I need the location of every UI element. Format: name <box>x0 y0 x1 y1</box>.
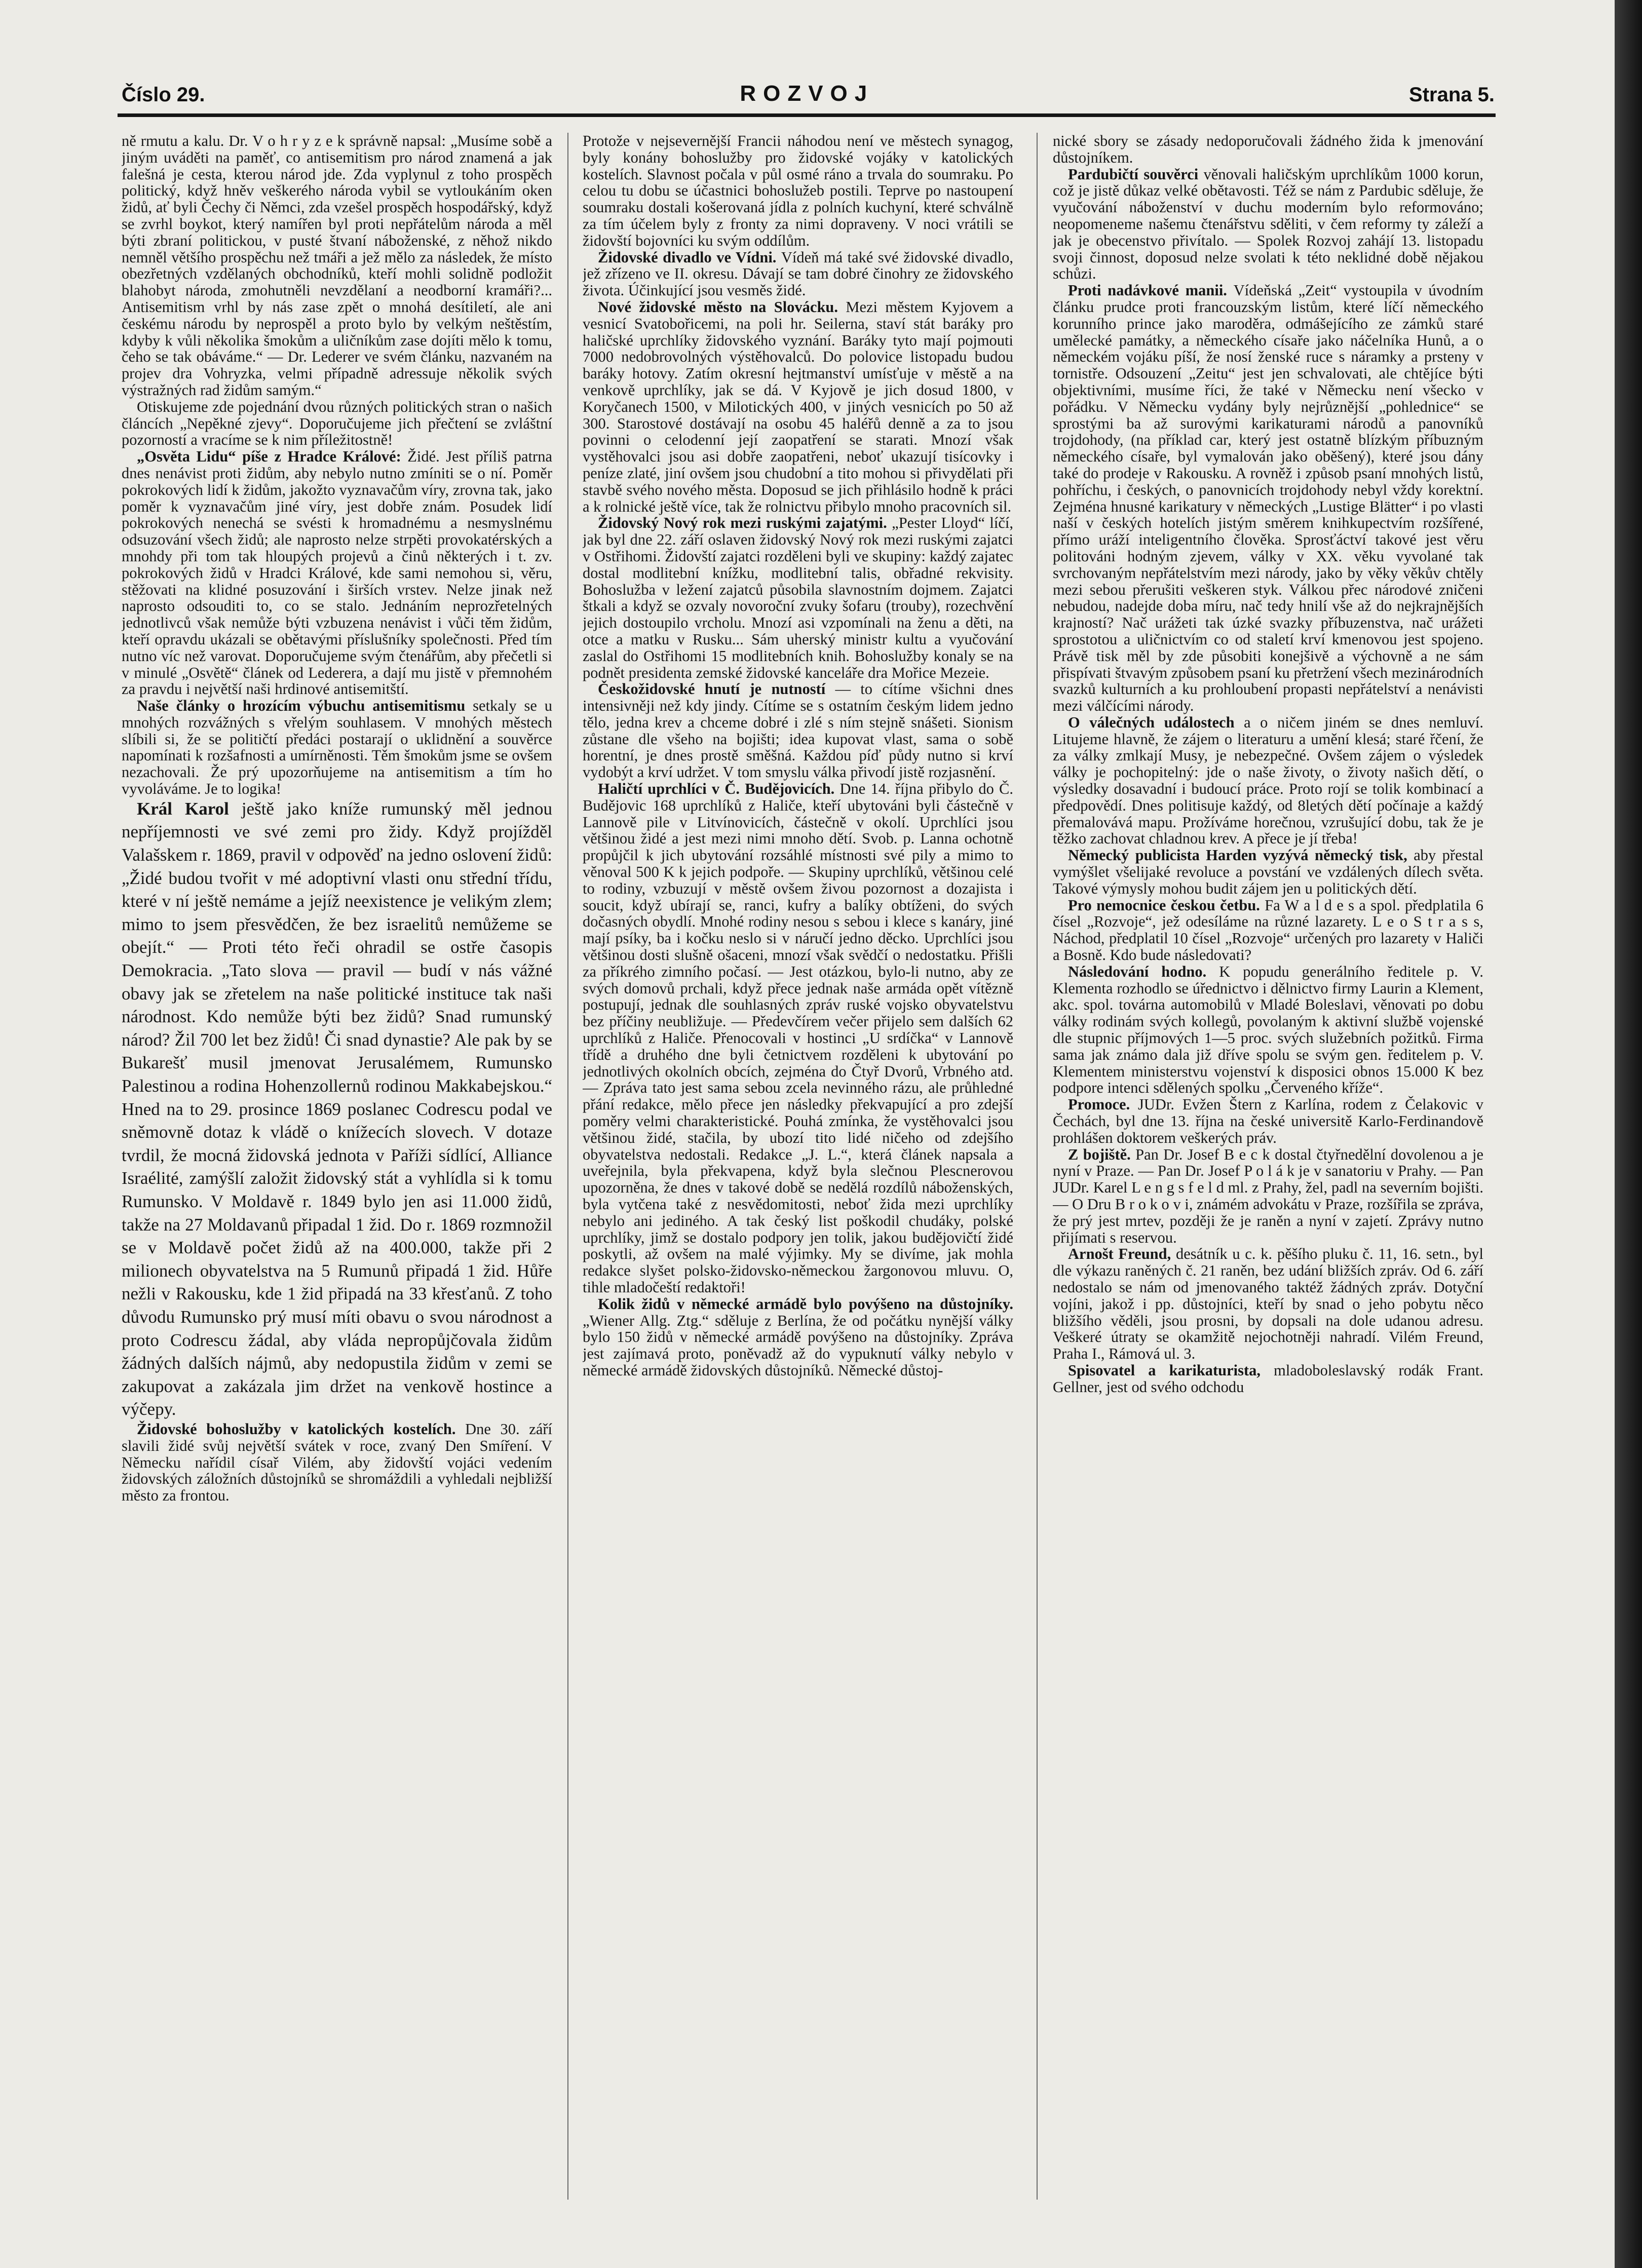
article-paragraph <box>583 249 1013 299</box>
article-text: K popudu generálního ředitele p. V. Klementa rozhodlo se úřednictvo i dělnictvo firmy Laurin a Klement, akc. spol. továrna automobilů v Mladé Boleslavi, věnovati po dobu války rodinám svých kollegů, povolaným k aktivní službě vojenské dle stupnic příjmových 1—5 proc. svých služebních požitků. Firma sama jak známo dala již dříve spolu se svým gen. ředitelem p. V. Klementem ministerstvu vojenství k disposici obnos 15.000 K bez podpore intenci sdělených spolku „Červeného kříže“. <box>1053 963 1483 1097</box>
article-paragraph <box>1053 897 1483 964</box>
article-heading: Promoce. <box>1068 1096 1138 1113</box>
column-2 <box>583 133 1013 2205</box>
scan-edge <box>1615 0 1642 2268</box>
article-text: Protože v nejsevernější Francii náhodou není ve městech synagog, byly konány bohoslužby pro židovské vojáky v katolických kostelích. Slavnost počala v půl osmé ráno a trvala do soumraku. Po celou tu dobu se účastnici bohoslužeb postili. Teprve po nastoupení soumraku dostali košerovaná jídla z polních kuchyní, které schválně za tím účelem byly z fronty za nimi dopraveny. V noci vrátili se židovští bojovníci ku svým oddílům. <box>583 133 1013 249</box>
article-paragraph <box>1053 964 1483 1096</box>
article-text: Dne 14. října přibylo do Č. Budějovic 168 uprchlíků z Haliče, kteří ubytováni byli částečně v Lannově pile v Litvínovicích, částečně v okolí. Uprchlíci jsou většinou židé a jest mezi nimi mnoho dětí. Svob. p. Lanna ochotně propůjčil k jich ubytování rozsáhlé místnosti své pily a mimo to věnoval 500 K k jejich podpoře. — Skupiny uprchlíků, většinou celé to rodiny, vzbuzují v městě ovšem živou pozornost a dozajista i soucit, když ubírají se, ranci, kufry a balíky obtíženi, do svých dočasných obydlí. Mnohé rodiny nesou s sebou i klece s kanáry, jiné mají psíky, ba i kočku neslo si v náručí jedno děcko. Uprchlíci jsou většinou dosti slušně ošaceni, mnozí však svědčí o nedostatku. Přišli za příkrého zimního počasí. — Jest otázkou, bylo-li nutno, aby ze svých domovů prchali, když přece jednak naše armáda opět vítězně postupují, jednak dle souhlasných zpráv ruské vojsko obyvatelstvu bez příčiny neubližuje. — Předevčírem večer přijelo sem dalších 62 uprchlíků z Haliče. Přenocovali v hostinci „U srdíčka“ v Lannově třídě a druhého dne byli četnictvem rozděleni k ubytování po jednotlivých okolních obcích, zejména do Čtyř Dvorů, Vrbného atd. — Zpráva tato jest sama sebou zcela nevinného rázu, ale průhledné přání redakce, mělo přece jen následky překvapující a pro zdejší poměry velmi charakteristické. Pouhá zmínka, že vystěhovalci jsou většinou židé, stačila, by ubozí tito lidé ničeho od zdejšího obyvatelstva nedostali. Redakce „J. L.“, která článek napsala a uveřejnila, byla překvapena, když byla slečnou Plescnerovou upozorněna, že dnes v takové době se nedělá rozdílů náboženských, byla vytčena také z nesvědomitosti, neboť žida mezi uprchlíky nebylo ani jediného. A tak český list poškodil chudáky, polské uprchlíky, jimž se dostalo podpory jen tolik, jakou budějovičtí židé poskytli, až ovšem na malé výjimky. My se divíme, jak mohla redakce slyšet polsko-židovsko-německou žargonovou mluvu. O, tihle mladočeští redaktoři! <box>583 780 1013 1296</box>
article-paragraph <box>1053 282 1483 714</box>
article-heading: Židovské divadlo ve Vídni. <box>598 248 781 266</box>
article-heading: Naše články o hrozícím výbuchu antisemitismu <box>137 697 473 715</box>
column-3 <box>1053 133 1483 2205</box>
article-heading: Proti nadávkové manii. <box>1068 282 1234 299</box>
article-text: Pan Dr. Josef B e c k dostal čtyřnedělní dovolenou a je nyní v Praze. — Pan Dr. Josef P o l á k je v sanatoriu v Prahy. — Pan JUDr. Karel L e n g s f e l d ml. z Prahy, žel, padl na severním bojišti. — O Dru B r o k o v i, známém advokátu v Praze, rozšířila se zpráva, že prý jest mrtev, později že je raněn a nyní v zajetí. Zprávy nutno přijímati s reservou. <box>1053 1145 1483 1246</box>
article-paragraph <box>122 1421 552 1504</box>
article-paragraph <box>583 1296 1013 1379</box>
page-number: Strana 5. <box>1409 84 1495 106</box>
masthead-title: ROZVOJ <box>740 81 874 106</box>
article-text: Židé. Jest příliš patrna dnes nenávist proti židům, aby nebylo nutno zmíniti se o ní. Poměr pokrokových lidí k židům, jakožto vyznavačům víry, zrovna tak, jako poměr k vyznavačům jiné víry, jest dobře znám. Posudek lidí pokrokových nenechá se svésti k hromadnému a nesmyslnému odsuzování všech židů; ale naprosto nelze strpěti provokatérských a mnohdy při tom tak hloupých projevů a činů některých i t. zv. pokrokových židů v Hradci Králové, kde sami nemohou si, věru, stěžovati na klidné posuzování i širších vrstev. Nelze jinak než naprosto odsouditi to, co se stalo. Jednáním neprozřetelných jednotlivců však nemůže býti vzbuzena nenávist i vůči těm židům, kteří opravdu ukázali se obětavými příslušníky společnosti. Před tím nutno víc než varovat. Doporučujeme svým čtenářům, aby přečetli si v minulé „Osvětě“ článek od Lederera, a dají mu jistě v přemnohém za pravdu i největší naši hrdinové antisemitští. <box>122 448 552 698</box>
article-paragraph <box>1053 714 1483 847</box>
article-text: aby přestal vymýšlet všelijaké revoluce a povstání ve vzdálených dílech světa. Takové výmysly mohou budit zájem jen u politických dětí. <box>1053 847 1483 897</box>
article-text: Vídeň má také své židovské divadlo, jež zřízeno ve II. okresu. Dávají se tam dobré činohry ze židovského života. Účinkující jsou vesměs židé. <box>583 248 1013 299</box>
article-text: setkaly se u mnohých rozvážných s vřelým souhlasem. V mnohých městech slíbili si, že se političtí předáci postarají o uklidnění a souvěrce napomínati k rozšafnosti a umírněnosti. Těm šmokům jsme se ovšem nezachovali. Že prý upozorňujeme na antisemitism a tím ho vyvoláváme. Je to logika! <box>122 697 552 798</box>
article-text: nické sbory se zásady nedoporučovali žádného žida k jmenování důstojníkem. <box>1053 133 1483 166</box>
article-heading: Z bojiště. <box>1068 1145 1136 1163</box>
article-heading: Haličtí uprchlíci v Č. Budějovicích. <box>598 780 840 798</box>
article-paragraph <box>583 515 1013 681</box>
article-text: „Wiener Allg. Ztg.“ sděluje z Berlína, že od počátku nynější války bylo 150 židů v německé armádě povýšeno na důstojníky. Zpráva jest zajímavá proto, poněvadž až do vypuknutí války nebylo v německé armádě židovských důstojníků. Německé důstoj- <box>583 1312 1013 1379</box>
article-text: a o ničem jiném se dnes nemluví. Litujeme hlavně, že zájem o literaturu a umění klesá; staré řčení, že za války zmlkají Musy, je nebezpečné. Ovšem zájem o výsledek války je pochopitelný: jde o naše životy, o životy našich dětí, o výsledky dosavadní i budoucí práce. Proto rojí se tolik kombinací a předpovědí. Dnes politisuje každý, od 8letých dětí počínaje a každý přemalovává mapu. Prožíváme horečnou, vzrušující dobu, tak že je těžko zachovat chladnou krev. A přece je jí třeba! <box>1053 713 1483 848</box>
issue-number: Číslo 29. <box>122 84 205 106</box>
article-heading: Německý publicista Harden vyzývá německý tisk, <box>1068 847 1414 864</box>
header-rule <box>118 113 1496 117</box>
article-paragraph <box>583 781 1013 1296</box>
article-heading: Spisovatel a karikaturista, <box>1068 1361 1274 1379</box>
article-heading: Kolik židů v německé armádě bylo povýšeno na důstojníky. <box>598 1295 1013 1313</box>
article-text: Dne 30. září slavili židé svůj největší svátek v roce, zvaný Den Smíření. V Německu nařídil císař Vilém, aby židovští vojáci vedením židovských záložních důstojníků se shromáždili a vyhledali nejbližší město za frontou. <box>122 1420 552 1505</box>
page-header <box>122 76 1495 106</box>
article-paragraph <box>122 797 552 1421</box>
article-paragraph <box>583 133 1013 249</box>
article-paragraph <box>1053 1096 1483 1146</box>
article-text: Otiskujeme zde pojednání dvou různých politických stran o našich článcích „Nepěkné zjevy“. Doporučujeme jich přečtení se zvláštní pozorností a vracíme se k nim příležitostně! <box>122 398 552 449</box>
article-paragraph <box>1053 847 1483 897</box>
article-text: Vídeňská „Zeit“ vystoupila v úvodním článku prudce proti francouzským listům, které líčí německého korunního prince jako maroděra, odmášejícího ze zámků staré umělecké památky, a německého císaře jako náčelníka Hunů, a o německém vojáku píší, že nosí ženské ruce s náramky a prsteny v tornistře. Odsouzení „Zeitu“ jest jen schvalovati, ale chtějíce býti objektivními, musíme říci, že také v Německu není všecko v pořádku. V Německu vydány byly nejrůznější „pohlednice“ se sprostými ba až surovými karikaturami národů a panovníků trojdohody, (na příklad car, který jest ostatně blízkým příbuzným německého císaře, byl vymalován jako oběšený), které jsou dány také do prodeje v Rakousku. A rovněž i způsob psaní mnohých listů, pohříchu, i českých, o panovnicích trojdohody nebyl vždy korektní. Zejména hnusné karikatury v německých „Lustige Blätter“ i po vlasti naší v českých hotelích jistým směrem knihkupectvím rozšířené, přímo uráží inteligentního člověka. Sprosťáctví takové jest věru politováni hodným zjevem, války v XX. věku vyvolané tak svrchovaným nepřátelstvím mezi národy, jako by věky věkův chtěly mezi sebou přerušiti veškeren styk. Válkou přec národové zničeni nebudou, nadejde doba míru, nač tedy hnilí vše až do nejkrajnějších krajností? Nač urážeti tak úzké svazky příbuzenstva, nač urážeti sprostotou a uličnictvím co od staletí krví kmenovou jest spojeno. Právě tisk měl by zde působiti konejšivě a výchovně a ne sám přispívati štvavým způsobem psaní ku přetržení všech mezinárodních svazků kulturních a ku prohloubení propasti nepřátelství a nenávisti mezi válčícími národy. <box>1053 282 1483 715</box>
article-heading: Nové židovské město na Slovácku. <box>598 298 846 316</box>
article-heading: Král Karol <box>137 798 242 819</box>
article-text: mladoboleslavský rodák Frant. Gellner, jest od svého odchodu <box>1053 1361 1483 1396</box>
article-heading: Pro nemocnice českou četbu. <box>1068 896 1265 914</box>
article-paragraph <box>583 681 1013 781</box>
article-paragraph <box>1053 1362 1483 1396</box>
article-text: Fa W a l d e s a spol. předplatila 6 čísel „Rozvoje“, jež odesíláme na různé lazarety. L e o S t r a s s, Náchod, předplatil 10 čísel „Rozvoje“ určených pro lazarety v Haliči a Bosně. Kdo bude následovati? <box>1053 896 1483 964</box>
article-text: — to cítíme všichni dnes intensivněji než kdy jindy. Cítíme se s ostatním českým lidem jedno tělo, jedna krev a chceme dobré i zlé s ním stejně snášeti. Sionism zůstane dle všeho na bojišti; idea kupovat vlast, sama o sobě horentní, je dnes prostě směšná. Každou píď půdy nutno si krví vydobýt a krví udržet. V tom smyslu válka přivodí jistě rozjasnění. <box>583 680 1013 781</box>
column-divider <box>1037 133 1038 2200</box>
article-heading: Pardubičtí souvěrci <box>1068 165 1204 183</box>
article-paragraph <box>122 698 552 797</box>
article-heading: O válečných událostech <box>1068 713 1244 731</box>
article-text: ně rmutu a kalu. Dr. V o h r y z e k správně napsal: „Musíme sobě a jiným uváděti na paměť, co antisemitism pro národ znamená a jak falešná je cesta, kterou národ jde. Zda vyplynul z toho prospěch politický, když hněv veškerého národa vybil se vytloukáním oken židů, ať byli Čechy či Němci, zda vzešel prospěch hospodářský, když se zvrhl boykot, který namířen byl proti nepřátelům národa a měl býti zbraní politickou, v pusté štvaní náboženské, z něhož nikdo nemněl většího prospěchu než tmáři a jež mělo za následek, že místo obezřetných vzdělaných obchodníků, kteří mohli solidně podložit blahobyt národa, zmohutněli nevzdělaní a neodborní kramáři?... Antisemitism vrhl by nás zase zpět o mnohá desítiletí, ale ani českému národu by neprospěl a proto bylo by velkým neštěstím, kdyby k vůli několika šmokům a uličníkům zase dojíti mělo k tomu, čeho se tak obáváme.“ — Dr. Lederer ve svém článku, nazvaném na projev dra Vohryzka, velmi případně adressuje několik svých výstražných rad židům samým.“ <box>122 133 552 399</box>
article-paragraph <box>583 299 1013 515</box>
column-divider <box>567 133 568 2200</box>
article-text: ještě jako kníže rumunský měl jednou nepříjemnosti ve své zemi pro židy. Když projížděl Valašskem r. 1869, pravil v odpověď na jedno oslovení židů: „Židé budou tvořit v mé adoptivní vlasti onu střední třídu, které v ní ještě nemáme a jejíž neexistence je velikým zlem; mimo to jsem přesvědčen, že bez israelitů nemůžeme se obejít.“ — Proti této řeči ohradil se ostře časopis Demokracia. „Tato slova — pravil — budí v nás vážné obavy jak se zřetelem na naše politické instituce tak naši národnost. Kdo nemůže býti bez židů? Snad rumunský národ? Žil 700 let bez židů! Či snad dynastie? Ale pak by se Bukarešť musil jmenovat Jerusalémem, Rumunsko Palestinou a rodina Hohenzollernů rodinou Makkabejskou.“ Hned na to 29. prosince 1869 poslanec Codrescu podal ve sněmovně dotaz k vládě o knížecích slovech. V dotaze tvrdil, že mocná židovská jednota v Paříži sídlící, Alliance Israélité, zamýšlí založit židovský stát a vyhlídla si k tomu Rumunsko. V Moldavě r. 1849 bylo jen asi 11.000 židů, takže na 27 Moldavanů připadal 1 žid. Do r. 1869 rozmnožil se v Moldavě počet židů až na 400.000, takže při 2 milionech obyvatelstva na 5 Rumunů připadá 1 žid. Hůře nežli v Rakousku, kde 1 žid připadá na 33 křesťanů. Z toho důvodu Rumunsko prý musí míti obavu o svou národnost a proto Codrescu žádal, aby vláda nepropůjčovala židům žádných dalších nájmů, aby nedopustila židům v zemi se zakupovat a zakázala jim držet na venkově hostince a výčepy. <box>122 798 552 1419</box>
article-text: věnovali haličským uprchlíkům 1000 korun, což je jistě důkaz velké obětavosti. Též se nám z Pardubic sděluje, že vyučování náboženství v duchu moderním bylo reformováno; neopomeneme našemu čtenářstvu sděliti, v čem reformy ty záleží a jak je obecenstvo přivítalo. — Spolek Rozvoj zahájí 13. listopadu svoji činnost, doposud nelze svolati k této neklidné době nějakou schůzi. <box>1053 165 1483 283</box>
article-heading: Českožidovské hnutí je nutností <box>598 680 835 698</box>
article-heading: Následování hodno. <box>1068 963 1219 980</box>
article-paragraph <box>122 399 552 448</box>
article-paragraph <box>1053 1146 1483 1246</box>
article-text: „Pester Lloyd“ líčí, jak byl dne 22. září oslaven židovský Nový rok mezi ruskými zajatci v Ostřihomi. Židovští zajatci rozděleni byli ve skupiny: každý zajatec dostal modlitební knížku, modlitební talis, obřadné rekvisity. Bohoslužba v ležení zajatců působila slavnostním dojmem. Zajatci štkali a když se ozvaly novoroční zvuky šofaru (trouby), rozechvění jejich dostoupilo vrcholu. Mnozí asi vzpomínali na ženu a děti, na otce a matku v Rusku... Sám uherský ministr kultu a vyučování zaslal do Ostřihomi 15 modlitebních knih. Bohoslužby konaly se na podnět presidenta zemské židovské kanceláře dra Mořice Mezeie. <box>583 514 1013 681</box>
article-heading: „Osvěta Lidu“ píše z Hradce Králové: <box>137 448 408 466</box>
article-text: JUDr. Evžen Štern z Karlína, rodem z Čelakovic v Čechách, byl dne 13. října na české universitě Karlo-Ferdinandově prohlášen doktorem veškerých práv. <box>1053 1096 1483 1146</box>
article-paragraph <box>1053 133 1483 166</box>
article-paragraph <box>1053 1246 1483 1362</box>
article-paragraph <box>1053 166 1483 283</box>
article-heading: Arnošt Freund, <box>1068 1245 1176 1263</box>
article-text: Mezi městem Kyjovem a vesnicí Svatobořicemi, na poli hr. Seilerna, staví stát baráky pro haličské uprchlíky židovského vyznání. Baráky tyto mají pojmouti 7000 nedobrovolných výstěhovalců. Do polovice listopadu budou baráky hotovy. Zatím okresní hejtmanství umísťuje v městě a na venkově uprchlíky, jak se dá. V Kyjově je jich dosud 1800, v Koryčanech 1500, v Milotických 400, v jiných vesnicích po 50 až 300. Starostové dostávají na osobu 45 haléřů denně a za to jsou povinni o celodenní její zaopatření se starati. Mnozí však vystěhovalci jsou asi dobře zaopatřeni, neboť ukazují tisícovky i peníze zlaté, jiní ovšem jsou chudobní a tito mohou si přivydělati při stavbě svého nového města. Doposud se jich přihlásilo hodně k práci a k rolnické ještě více, tak že rolnictvu přibylo mnoho pracovních sil. <box>583 298 1013 515</box>
column-1 <box>122 133 552 2205</box>
article-paragraph <box>122 133 552 399</box>
article-heading: Židovské bohoslužby v katolických kostelích. <box>137 1420 466 1438</box>
article-text: desátník u c. k. pěšího pluku č. 11, 16. setn., byl dle výkazu raněných č. 21 raněn, bez udání bližších zpráv. Od 6. září nedostalo se nám od jmenovaného taktéž žádných zpráv. Dotyční vojíni, jakož i pp. důstojníci, kteří by snad o jeho pobytu něco bližšího věděli, jsou prosni, by dopsali na dole udanou adresu. Veškeré útraty se okamžitě nejochotněji nahradí. Vilém Freund, Praha I., Rámová ul. 3. <box>1053 1245 1483 1363</box>
article-paragraph <box>122 448 552 698</box>
article-heading: Židovský Nový rok mezi ruskými zajatými. <box>598 514 892 532</box>
